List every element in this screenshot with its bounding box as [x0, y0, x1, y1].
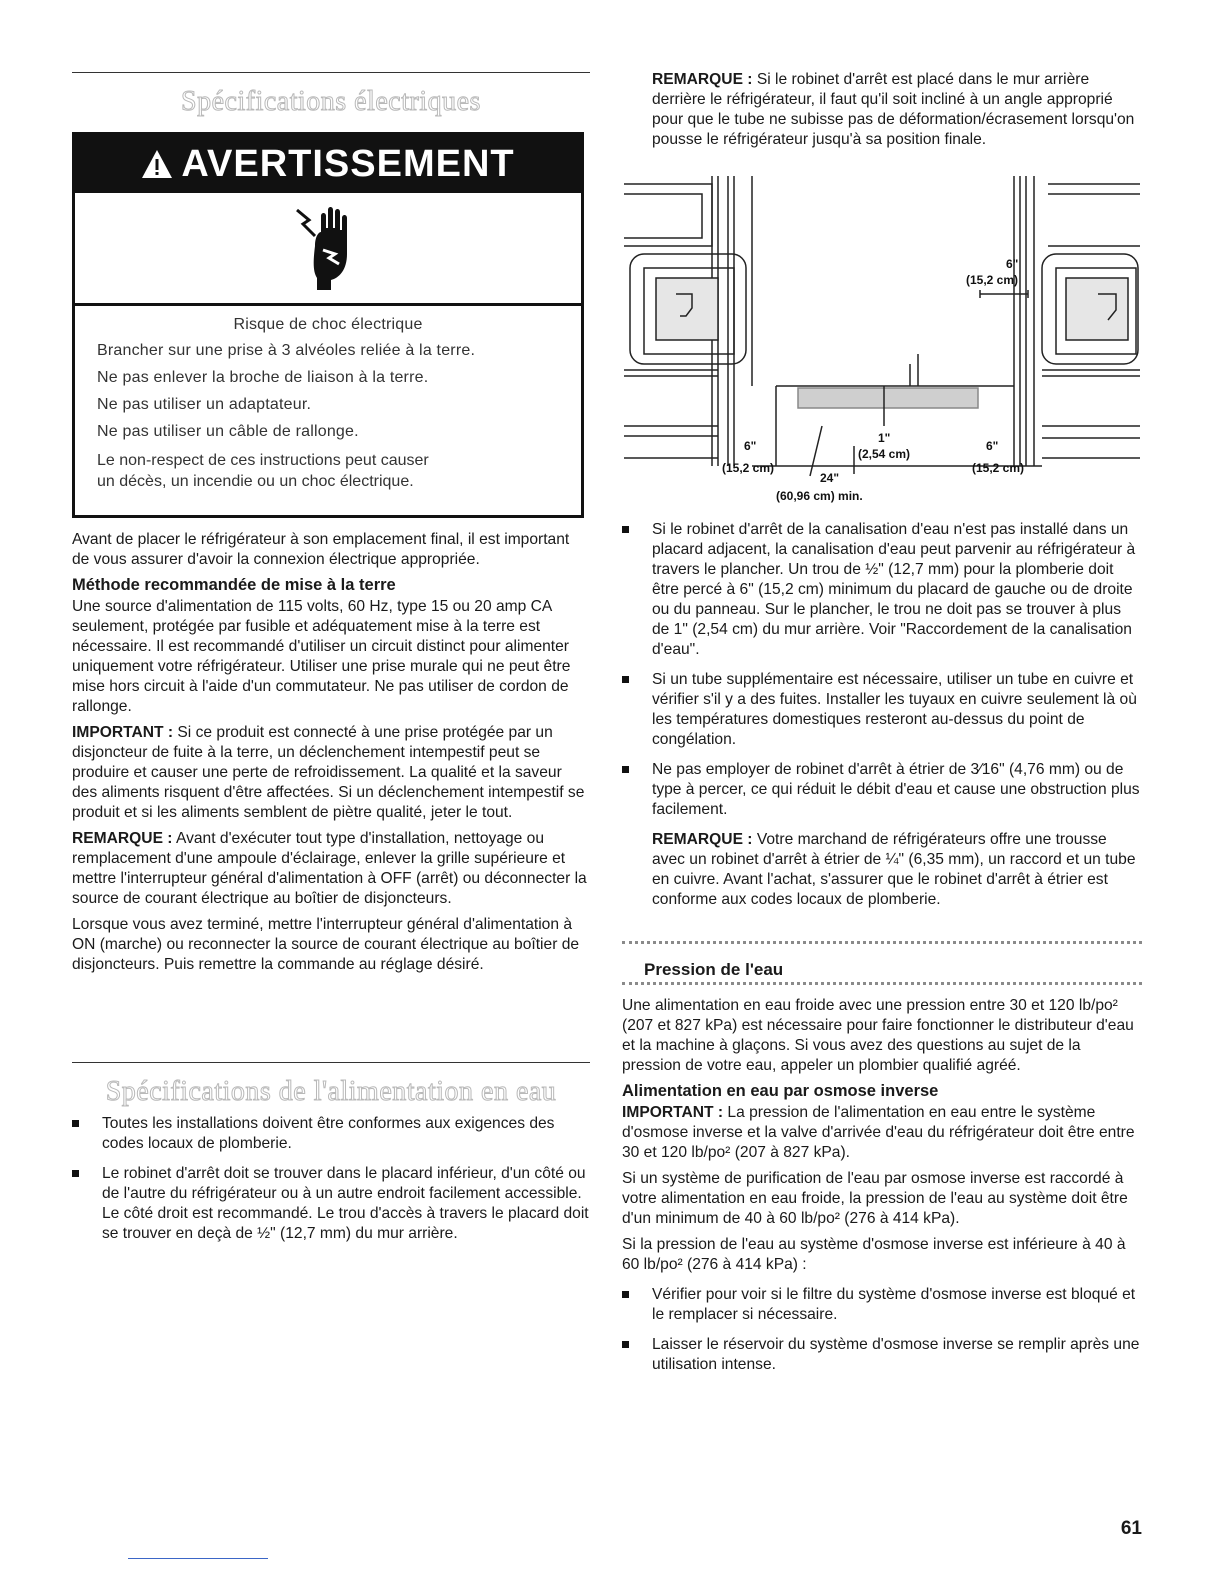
- important-label: IMPORTANT :: [72, 724, 174, 741]
- remarque2-text: Votre marchand de réfrigérateurs offre une trousse avec un robinet d'arrêt à étrier de ¼" (6,35 mm), un raccord et un tube en cuivre. Avant l'achat, s'assurer que le robinet d'arrêt à étrier est conforme aux codes locaux de plomberie.: [652, 831, 1136, 908]
- warning-line: Brancher sur une prise à 3 alvéoles reliée à la terre.: [97, 342, 476, 359]
- osmosis-paragraph: Si la pression de l'eau au système d'osmose inverse est inférieure à 40 à 60 lb/po² (276 à 414 kPa) :: [622, 1236, 1126, 1273]
- dotted-rule-top: [622, 941, 1142, 944]
- osmosis-heading: Alimentation en eau par osmose inverse: [622, 1082, 939, 1100]
- list-item: Toutes les installations doivent être conformes aux exigences des codes locaux de plomberie.: [72, 1114, 590, 1154]
- list-item: Le robinet d'arrêt doit se trouver dans le placard inférieur, d'un côté ou de l'autre du réfrigérateur ou à un autre endroit facilement accessible. Le côté droit est recommandé. Le trou d'accès à travers le placard doit se trouver en deçà de ½" (12,7 mm) du mur arrière.: [72, 1164, 590, 1244]
- pressure-heading: Pression de l'eau: [644, 960, 784, 979]
- warning-box: [72, 132, 584, 518]
- warning-line: Ne pas enlever la broche de liaison à la terre.: [97, 369, 429, 386]
- osmosis-important-label: IMPORTANT :: [622, 1104, 724, 1121]
- electrical-shock-hand-icon: [293, 206, 363, 290]
- warning-consequence: un décès, un incendie ou un choc électrique.: [97, 473, 414, 490]
- remarque-paragraph: [72, 829, 590, 909]
- dim-top: 6": [1006, 257, 1019, 271]
- warning-line: Ne pas utiliser un adaptateur.: [97, 396, 312, 413]
- remarque-top-paragraph: [652, 70, 1142, 150]
- warning-consequence: Le non-respect de ces instructions peut causer: [97, 452, 429, 469]
- remarque-text: Avant d'exécuter tout type d'installation, nettoyage ou remplacement d'une ampoule d'éclairage, enlever la grille supérieure et mettre l'interrupteur général d'alimentation à OFF (arrêt) ou déconnecter la source de courant électrique au boîtier de disjoncteurs.: [72, 830, 587, 907]
- section-rule: [72, 1062, 590, 1063]
- pressure-section: [622, 996, 1142, 1385]
- warning-title: AVERTISSEMENT: [181, 142, 515, 185]
- list-item: Laisser le réservoir du système d'osmose inverse se remplir après une utilisation intense.: [622, 1335, 1142, 1375]
- list-item: Si un tube supplémentaire est nécessaire, utiliser un tube en cuivre et vérifier s'il y a des fuites. Installer les tuyaux en cuivre seulement là où les températures domestiques resteront au-dessus du point de congélation.: [622, 670, 1142, 750]
- installation-diagram: [622, 176, 1142, 510]
- section-title-water: Spécifications de l'alimentation en eau: [105, 1076, 557, 1107]
- list-item: Vérifier pour voir si le filtre du système d'osmose inverse est bloqué et le remplacer si nécessaire.: [622, 1285, 1142, 1325]
- remarque2-label: REMARQUE :: [652, 831, 753, 848]
- page-number: 61: [1120, 1518, 1142, 1539]
- pressure-paragraph: Une alimentation en eau froide avec une pression entre 30 et 120 lb/po² (207 et 827 kPa) est nécessaire pour faire fonctionner le distributeur d'eau et la machine à glaçons. Si vous avez des questions au sujet de la pression de votre eau, appeler un plombier qualifié agréé.: [622, 997, 1134, 1074]
- warning-header: [75, 135, 581, 193]
- dim-left: 6": [744, 439, 757, 453]
- shock-icon-area: [75, 193, 581, 306]
- list-item: Si le robinet d'arrêt de la canalisation d'eau n'est pas installé dans un placard adjacent, la canalisation d'eau peut parvenir au réfrigérateur à travers le plancher. Un trou de ½" (12,7 mm) pour la plomberie doit être percé à 6" (15,2 cm) minimum du placard de gauche ou de droite ou du panneau. Sur le plancher, le trou ne doit pas se trouver à plus de 1" (2,54 cm) du mur arrière. Voir "Raccordement de la canalisation d'eau".: [622, 520, 1142, 660]
- dim-mid-cm: (2,54 cm): [858, 447, 911, 461]
- grounding-paragraph: Une source d'alimentation de 115 volts, 60 Hz, type 15 ou 20 amp CA seulement, protégée par fusible et adéquatement mise à la terre est nécessaire. Il est recommandé d'utiliser un circuit distinct pour alimenter uniquement votre réfrigérateur. Utiliser une prise murale qui ne peut être mise hors circuit à l'aide d'un commutateur. Ne pas utiliser de cordon de rallonge.: [72, 598, 571, 715]
- warning-line: Ne pas utiliser un câble de rallonge.: [97, 423, 359, 440]
- important-paragraph: [72, 723, 590, 823]
- dim-right-cm: (15,2 cm): [972, 461, 1025, 475]
- top-rule: [72, 72, 590, 73]
- remarque-label: REMARQUE :: [72, 830, 173, 847]
- dim-right: 6": [986, 439, 999, 453]
- warning-triangle-icon: [141, 149, 173, 179]
- dotted-rule-bottom: [622, 982, 1142, 985]
- grounding-heading: Méthode recommandée de mise à la terre: [72, 576, 396, 594]
- warning-risk: Risque de choc électrique: [233, 316, 423, 333]
- important-text: Si ce produit est connecté à une prise protégée par un disjoncteur de fuite à la terre, un déclenchement intempestif peut se produire et causer une perte de refroidissement. La qualité et la saveur des aliments risquent d'être affectées. Si un déclenchement intempestif se produit et si les aliments semblent de piètre qualité, jeter le tout.: [72, 724, 585, 821]
- dim-width: 24": [820, 471, 840, 485]
- remarque-text: Si le robinet d'arrêt est placé dans le mur arrière derrière le réfrigérateur, il faut qu'il soit incliné à un angle approprié pour que le tube ne subisse pas de déformation/écrasement lorsqu'on pousse le réfrigérateur jusqu'à sa position finale.: [652, 71, 1135, 148]
- footer-line: [128, 1558, 268, 1559]
- dim-mid: 1": [878, 431, 891, 445]
- dim-width-cm: (60,96 cm) min.: [776, 489, 863, 503]
- water-line-list: [622, 520, 1142, 916]
- electrical-body: [72, 530, 590, 981]
- intro-paragraph: Avant de placer le réfrigérateur à son emplacement final, il est important de vous assurer d'avoir la connexion électrique appropriée.: [72, 531, 570, 568]
- remarque-label: REMARQUE :: [652, 71, 753, 88]
- osmosis-paragraph: Si un système de purification de l'eau par osmose inverse est raccordé à votre alimentation en eau froide, la pression de l'eau au système doit être d'un minimum de 40 à 60 lb/po² (276 à 414 kPa).: [622, 1170, 1128, 1227]
- list-item: Ne pas employer de robinet d'arrêt à étrier de 3⁄16" (4,76 mm) ou de type à percer, ce qui réduit le débit d'eau et cause une obstruction plus facilement.: [622, 760, 1142, 820]
- dim-left-cm: (15,2 cm): [722, 461, 775, 475]
- osmosis-important: [622, 1103, 1142, 1163]
- dim-top-cm: (15,2 cm): [966, 273, 1019, 287]
- finish-paragraph: Lorsque vous avez terminé, mettre l'interrupteur général d'alimentation à ON (marche) ou reconnecter la source de courant électrique au boîtier de disjoncteurs. Puis remettre la commande au réglage désiré.: [72, 916, 580, 973]
- section-title-electrical: Spécifications électriques: [181, 86, 481, 117]
- osmosis-important-text: La pression de l'alimentation en eau entre le système d'osmose inverse et la valve d'arrivée d'eau du réfrigérateur doit être entre 30 et 120 lb/po² (207 à 827 kPa).: [622, 1104, 1135, 1161]
- remarque2-paragraph: [652, 830, 1142, 910]
- water-spec-list: [72, 1114, 590, 1254]
